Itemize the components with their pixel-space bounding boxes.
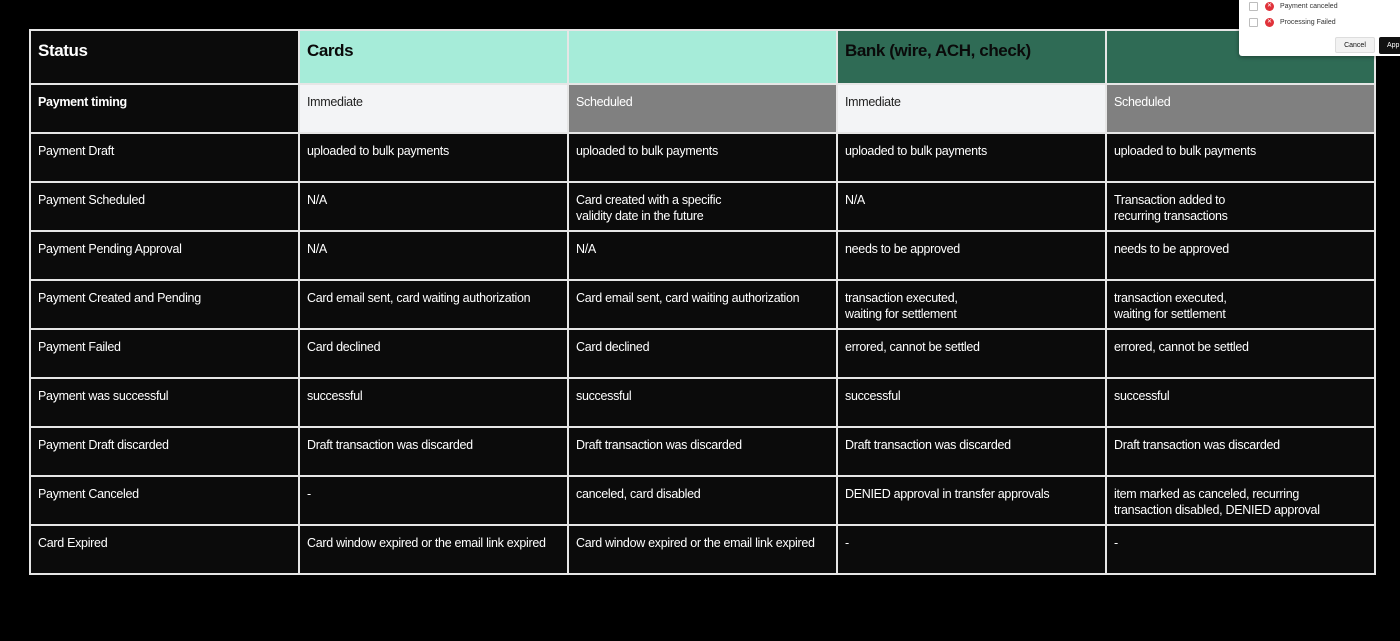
timing-cards-immediate-cell (299, 84, 568, 133)
cell-text: successful (845, 389, 901, 403)
table-cell (299, 476, 568, 525)
timing-label-cell (30, 84, 299, 133)
cell-text: Draft transaction was discarded (307, 438, 473, 452)
table-cell (837, 329, 1106, 378)
table-cell (299, 329, 568, 378)
cancel-button[interactable]: Cancel (1335, 37, 1375, 53)
table-cell (568, 231, 837, 280)
timing-cards-immediate: Immediate (307, 95, 363, 109)
status-label: Payment Pending Approval (38, 242, 182, 256)
status-label: Payment Scheduled (38, 193, 145, 207)
table-cell (837, 476, 1106, 525)
status-cell (30, 231, 299, 280)
table-cell (568, 329, 837, 378)
cell-text: successful (576, 389, 632, 403)
timing-cards-scheduled-cell (568, 84, 837, 133)
table-row (30, 378, 1375, 427)
table-cell (837, 280, 1106, 329)
table-cell (299, 182, 568, 231)
table-cell (568, 378, 837, 427)
cell-text: Transaction added to recurring transactions (1114, 193, 1228, 223)
status-table (29, 29, 1376, 575)
cell-text: uploaded to bulk payments (845, 144, 987, 158)
table-cell (1106, 329, 1375, 378)
cell-text: uploaded to bulk payments (576, 144, 718, 158)
cell-text: Draft transaction was discarded (845, 438, 1011, 452)
header-cell-status (30, 30, 299, 84)
error-icon: ✕ (1266, 2, 1273, 9)
table-cell (299, 427, 568, 476)
filter-option-processing-failed[interactable] (1249, 16, 1336, 28)
cell-text: Card window expired or the email link expired (307, 536, 546, 550)
table-row (30, 231, 1375, 280)
header-cards-label: Cards (307, 41, 354, 60)
status-label: Payment was successful (38, 389, 169, 403)
cell-text: Draft transaction was discarded (576, 438, 742, 452)
cell-text: errored, cannot be settled (1114, 340, 1249, 354)
cell-text: uploaded to bulk payments (1114, 144, 1256, 158)
table-cell (299, 378, 568, 427)
table-row (30, 133, 1375, 182)
table-cell (1106, 476, 1375, 525)
cell-text: uploaded to bulk payments (307, 144, 449, 158)
cell-text: Card declined (576, 340, 650, 354)
table-cell (1106, 133, 1375, 182)
status-label: Payment Draft discarded (38, 438, 169, 452)
table-row (30, 182, 1375, 231)
cell-text: Card declined (307, 340, 381, 354)
cell-text: - (307, 487, 311, 501)
status-cell (30, 525, 299, 574)
cell-text: errored, cannot be settled (845, 340, 980, 354)
timing-bank-scheduled-cell (1106, 84, 1375, 133)
cell-text: item marked as canceled, recurring transaction disabled, DENIED approval (1114, 487, 1320, 517)
filter-checkbox[interactable] (1249, 18, 1258, 27)
cell-text: N/A (845, 193, 865, 207)
table-cell (837, 525, 1106, 574)
table-cell (1106, 280, 1375, 329)
timing-bank-scheduled: Scheduled (1114, 95, 1171, 109)
table-row (30, 329, 1375, 378)
table-cell (837, 378, 1106, 427)
filter-checkbox[interactable] (1249, 2, 1258, 11)
table-cell (299, 133, 568, 182)
table-cell (1106, 231, 1375, 280)
table-row (30, 476, 1375, 525)
header-cell-bank (837, 30, 1106, 84)
table-cell (837, 182, 1106, 231)
status-cell (30, 280, 299, 329)
filter-popup (1239, 0, 1400, 56)
table-cell (837, 427, 1106, 476)
table-cell (568, 182, 837, 231)
status-cell (30, 378, 299, 427)
header-cell-cards-blank (568, 30, 837, 84)
cell-text: Card email sent, card waiting authorization (307, 291, 531, 305)
table-cell (568, 133, 837, 182)
filter-option-payment-canceled[interactable] (1249, 0, 1338, 12)
timing-row (30, 84, 1375, 133)
cell-text: - (845, 536, 849, 550)
header-cards-blank-label (569, 31, 836, 43)
cell-text: canceled, card disabled (576, 487, 701, 501)
cell-text: N/A (576, 242, 596, 256)
table-cell (568, 280, 837, 329)
status-cell (30, 133, 299, 182)
header-cell-cards (299, 30, 568, 84)
table-cell (1106, 378, 1375, 427)
cell-text: needs to be approved (845, 242, 960, 256)
cell-text: transaction executed, waiting for settlement (1114, 291, 1227, 321)
table-row (30, 525, 1375, 574)
table-cell (568, 476, 837, 525)
table-header-row (30, 30, 1375, 84)
timing-bank-immediate-cell (837, 84, 1106, 133)
cell-text: Card created with a specific validity date in the future (576, 193, 722, 223)
table-row (30, 280, 1375, 329)
status-cell (30, 427, 299, 476)
apply-button[interactable]: App (1379, 37, 1400, 54)
table-cell (568, 427, 837, 476)
cell-text: Card email sent, card waiting authorization (576, 291, 800, 305)
timing-label: Payment timing (38, 95, 127, 109)
cell-text: transaction executed, waiting for settlement (845, 291, 958, 321)
table-cell (837, 231, 1106, 280)
table-row (30, 427, 1375, 476)
status-label: Card Expired (38, 536, 108, 550)
status-label: Payment Draft (38, 144, 114, 158)
table-cell (299, 231, 568, 280)
filter-option-label: Payment canceled (1280, 2, 1338, 10)
cell-text: needs to be approved (1114, 242, 1229, 256)
status-label: Payment Canceled (38, 487, 139, 501)
status-label: Payment Created and Pending (38, 291, 201, 305)
filter-option-label: Processing Failed (1280, 18, 1336, 26)
table-cell (299, 280, 568, 329)
timing-cards-scheduled: Scheduled (576, 95, 633, 109)
cell-text: N/A (307, 193, 327, 207)
cell-text: successful (307, 389, 363, 403)
status-cell (30, 329, 299, 378)
error-icon: ✕ (1266, 18, 1273, 25)
table-cell (1106, 427, 1375, 476)
header-status-label: Status (38, 41, 88, 60)
timing-bank-immediate: Immediate (845, 95, 901, 109)
cell-text: Card window expired or the email link expired (576, 536, 815, 550)
cell-text: Draft transaction was discarded (1114, 438, 1280, 452)
status-label: Payment Failed (38, 340, 121, 354)
cell-text: DENIED approval in transfer approvals (845, 487, 1050, 501)
table-cell (1106, 525, 1375, 574)
status-cell (30, 182, 299, 231)
table-cell (837, 133, 1106, 182)
status-cell (30, 476, 299, 525)
table-cell (1106, 182, 1375, 231)
table-cell (299, 525, 568, 574)
cell-text: N/A (307, 242, 327, 256)
cell-text: - (1114, 536, 1118, 550)
cell-text: successful (1114, 389, 1170, 403)
header-bank-label: Bank (wire, ACH, check) (845, 41, 1031, 60)
table-cell (568, 525, 837, 574)
